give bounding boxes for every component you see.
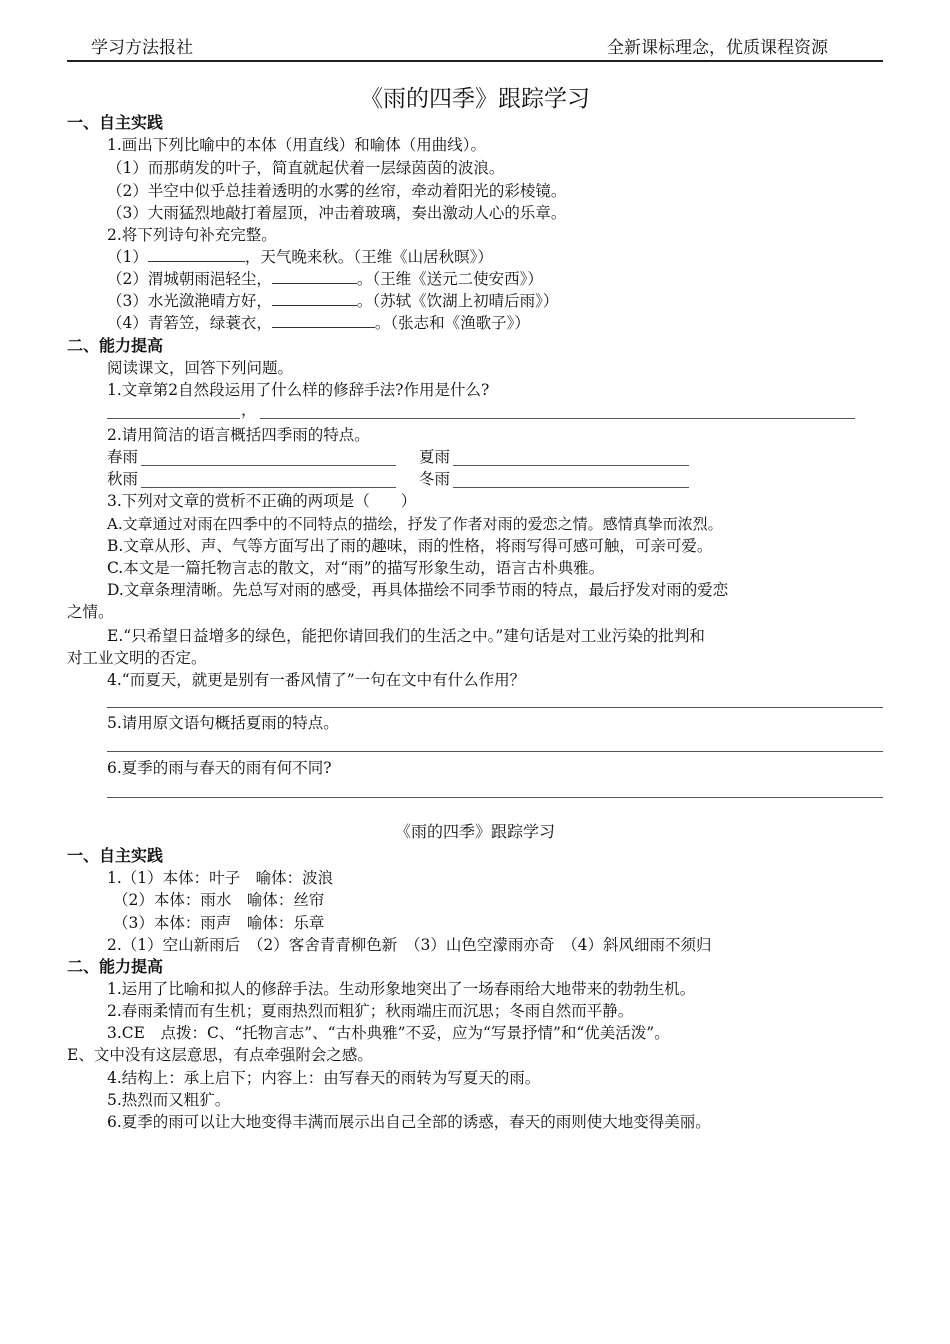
answer-blank[interactable] <box>272 269 357 284</box>
answer-line[interactable] <box>107 418 240 419</box>
answer-line[interactable] <box>141 487 396 488</box>
answer-line[interactable] <box>107 707 883 708</box>
answer-item: 2.春雨柔情而有生机；夏雨热烈而粗犷；秋雨端庄而沉思；冬雨自然而平静。 <box>107 1002 634 1020</box>
answer-line[interactable] <box>141 465 396 466</box>
answer-item: 3.CE 点拨：C、“托物言志”、“古朴典雅”不妥，应为“写景抒情”和“优美活泼”。 <box>107 1024 670 1042</box>
option-c: C.本文是一篇托物言志的散文，对“雨”的描写形象生动，语言古朴典雅。 <box>107 559 605 577</box>
season-winter-label: 冬雨 <box>419 470 451 488</box>
question-2-6: 6.夏季的雨与春天的雨有何不同? <box>107 759 332 777</box>
q1-item: （1）而那萌发的叶子，简直就起伏着一层绿茵茵的波浪。 <box>107 159 505 177</box>
question-2-3: 3.下列对文章的赏析不正确的两项是（ ） <box>107 492 417 510</box>
header-publisher: 学习方法报社 <box>91 38 193 58</box>
answer-item: E、文中没有这层意思，有点牵强附会之感。 <box>67 1046 373 1064</box>
question-2-1: 1.文章第2自然段运用了什么样的修辞手法?作用是什么? <box>107 381 490 399</box>
answer-line[interactable] <box>107 797 883 798</box>
answer-blank[interactable] <box>148 247 245 262</box>
option-b: B.文章从形、声、气等方面写出了雨的趣味，雨的性格，将雨写得可感可触，可亲可爱。 <box>107 537 713 555</box>
comma: ， <box>241 401 257 419</box>
option-e-cont: 对工业文明的否定。 <box>67 649 207 667</box>
answer-line[interactable] <box>260 418 855 419</box>
question-2-4: 4.“而夏天，就更是别有一番风情了”一句在文中有什么作用？ <box>107 671 526 689</box>
answers-heading-improve: 二、能力提高 <box>67 957 164 976</box>
answers-heading-practice: 一、自主实践 <box>67 846 164 865</box>
answer-item: 5.热烈而又粗犷。 <box>107 1091 231 1109</box>
answers-title: 《雨的四季》跟踪学习 <box>394 822 555 841</box>
question-2: 2.将下列诗句补充完整。 <box>107 226 277 244</box>
option-d: D.文章条理清晰。先总写对雨的感受，再具体描绘不同季节雨的特点，最后抒发对雨的爱恋 <box>107 581 729 599</box>
option-e: E.“只希望日益增多的绿色，能把你请回我们的生活之中。”建句话是对工业污染的批判和 <box>107 627 705 645</box>
answer-line[interactable] <box>453 465 689 466</box>
option-a: A.文章通过对雨在四季中的不同特点的描绘，抒发了作者对雨的爱恋之情。感情真挚而浓烈。 <box>107 515 723 533</box>
answer-item: 1.（1）本体：叶子 喻体：波浪 <box>107 869 334 887</box>
answer-item: 4.结构上：承上启下；内容上：由写春天的雨转为写夏天的雨。 <box>107 1069 541 1087</box>
answer-item: 2.（1）空山新雨后 （2）客舍青青柳色新 （3）山色空濛雨亦奇 （4）斜风细雨不须归 <box>107 936 712 954</box>
answer-item: （2）本体：雨水 喻体：丝帘 <box>113 891 325 909</box>
answer-item: 6.夏季的雨可以让大地变得丰满而展示出自己全部的诱惑，春天的雨则使大地变得美丽。 <box>107 1113 711 1131</box>
season-autumn-label: 秋雨 <box>107 470 139 488</box>
question-2-5: 5.请用原文语句概括夏雨的特点。 <box>107 714 339 732</box>
poem-blank-1: （1） ，天气晚来秋。（王维《山居秋暝》） <box>107 248 493 266</box>
header-slogan: 全新课标理念，优质课程资源 <box>607 38 828 58</box>
poem-blank-2: （2）渭城朝雨浥轻尘， 。（王维《送元二使安西》） <box>107 270 543 288</box>
header-rule <box>67 60 883 62</box>
season-spring-label: 春雨 <box>107 448 139 466</box>
answer-blank[interactable] <box>272 313 375 328</box>
q1-item: （3）大雨猛烈地敲打着屋顶，冲击着玻璃，奏出激动人心的乐章。 <box>107 204 567 222</box>
section-heading-improve: 二、能力提高 <box>67 336 164 355</box>
question-1: 1.画出下列比喻中的本体（用直线）和喻体（用曲线）。 <box>107 136 487 154</box>
reading-intro: 阅读课文，回答下列问题。 <box>107 359 294 377</box>
poem-blank-3: （3）水光潋滟晴方好， 。（苏轼《饮湖上初晴后雨》） <box>107 292 559 310</box>
answer-item: 1.运用了比喻和拟人的修辞手法。生动形象地突出了一场春雨给大地带来的勃勃生机。 <box>107 980 696 998</box>
season-summer-label: 夏雨 <box>419 448 451 466</box>
option-d-cont: 之情。 <box>67 603 114 621</box>
question-2-2: 2.请用简洁的语言概括四季雨的特点。 <box>107 426 370 444</box>
answer-line[interactable] <box>453 487 689 488</box>
poem-blank-4: （4）青箬笠，绿蓑衣， 。（张志和《渔歌子》） <box>107 314 530 332</box>
answer-item: （3）本体：雨声 喻体：乐章 <box>113 914 325 932</box>
section-heading-practice: 一、自主实践 <box>67 113 164 132</box>
page-title: 《雨的四季》跟踪学习 <box>360 86 590 112</box>
answer-blank[interactable] <box>272 291 357 306</box>
q1-item: （2）半空中似乎总挂着透明的水雾的丝帘，牵动着阳光的彩棱镜。 <box>107 182 567 200</box>
answer-line[interactable] <box>107 751 883 752</box>
